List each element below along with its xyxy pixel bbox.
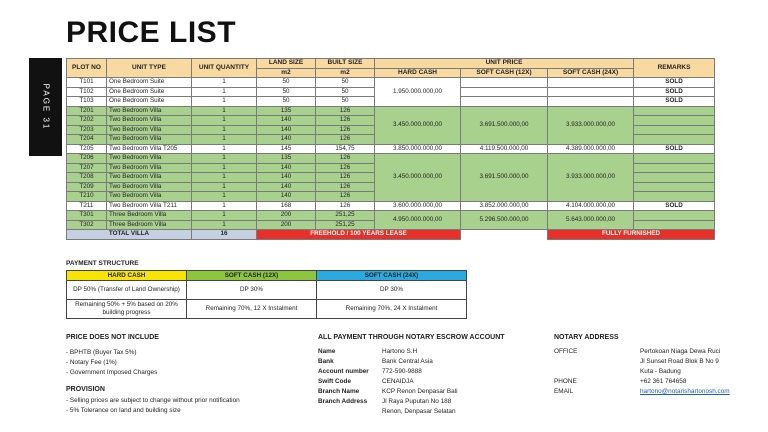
unit-qty-cell: 1	[192, 144, 257, 154]
page-title: PRICE LIST	[66, 16, 237, 49]
built-size-cell: 126	[316, 154, 375, 164]
escrow-branch-address-line2: Renon, Denpasar Selatan	[382, 408, 456, 415]
pay-soft24-dp: DP 30%	[317, 281, 467, 300]
remarks-cell: SOLD	[634, 87, 715, 97]
notary-office-label: OFFICE	[554, 348, 578, 355]
land-size-cell: 140	[257, 163, 316, 173]
land-size-cell: 50	[257, 97, 316, 107]
table-row	[67, 201, 715, 211]
header-remarks: REMARKS	[634, 59, 715, 78]
unit-type-cell: Two Bedroom Villa	[107, 163, 192, 173]
escrow-account-label: Account number	[318, 368, 369, 375]
remarks-cell: SOLD	[634, 97, 715, 107]
table-row	[67, 211, 715, 221]
notary-email-label: EMAIL	[554, 388, 574, 395]
notary-office-line2: Jl Sunset Road Blok B No 9	[640, 358, 719, 365]
unit-type-cell: Two Bedroom Villa	[107, 116, 192, 126]
remarks-cell	[634, 116, 715, 126]
remarks-cell	[634, 211, 715, 221]
unit-qty-cell: 1	[192, 182, 257, 192]
unit-qty-cell: 1	[192, 87, 257, 97]
unit-qty-cell: 1	[192, 163, 257, 173]
built-size-cell: 251,25	[316, 211, 375, 221]
land-size-cell: 140	[257, 182, 316, 192]
built-size-cell: 126	[316, 163, 375, 173]
price-list-table	[66, 58, 715, 240]
remarks-cell	[634, 106, 715, 116]
unit-qty-cell: 1	[192, 201, 257, 211]
escrow-branch-address-line1: Jl Raya Puputan No 188	[382, 398, 452, 405]
header-built-m2: m2	[316, 68, 375, 78]
pay-soft12-remaining: Remaining 70%, 12 X Instalment	[187, 300, 317, 319]
escrow-name-label: Name	[318, 348, 336, 355]
plot-no-cell: T205	[67, 144, 107, 154]
plot-no-cell: T103	[67, 97, 107, 107]
plot-no-cell: T206	[67, 154, 107, 164]
plot-no-cell: T101	[67, 78, 107, 88]
page-number-label: PAGE 31	[41, 83, 50, 131]
pay-hard-remaining: Remaining 50% + 5% based on 20% building progress	[67, 300, 187, 319]
plot-no-cell: T201	[67, 106, 107, 116]
plot-no-cell: T211	[67, 201, 107, 211]
land-size-cell: 140	[257, 125, 316, 135]
hard-cash-cell: 3.450.000.000,00	[375, 106, 461, 144]
soft-cash-24-cell: 3.933.000.000,00	[548, 154, 634, 202]
provision-item: - 5% Tolerance on land and building size	[66, 407, 181, 414]
header-plot-no: PLOT NO	[67, 59, 107, 78]
unit-qty-cell: 1	[192, 173, 257, 183]
remarks-cell	[634, 135, 715, 145]
remarks-cell	[634, 154, 715, 164]
table-row	[67, 154, 715, 164]
unit-type-cell: Three Bedroom Villa	[107, 220, 192, 230]
escrow-branch-value: KCP Renon Denpasar Bali	[382, 388, 458, 395]
hard-cash-cell: 1.950.000.000,00	[375, 78, 461, 107]
fully-furnished-banner: FULLY FURNISHED	[548, 230, 715, 240]
pay-soft24-remaining: Remaining 70%, 24 X Instalment	[317, 300, 467, 319]
escrow-bank-value: Bank Central Asia	[382, 358, 433, 365]
unit-qty-cell: 1	[192, 211, 257, 221]
hard-cash-cell: 3.450.000.000,00	[375, 154, 461, 202]
payment-structure-title: PAYMENT STRUCTURE	[66, 260, 139, 267]
pay-header-hard-cash: HARD CASH	[67, 271, 187, 281]
unit-type-cell: One Bedroom Suite	[107, 78, 192, 88]
soft-cash-24-cell	[548, 87, 634, 97]
remarks-cell	[634, 173, 715, 183]
land-size-cell: 140	[257, 192, 316, 202]
built-size-cell: 154,75	[316, 144, 375, 154]
header-unit-quantity: UNIT QUANTITY	[192, 59, 257, 78]
unit-qty-cell: 1	[192, 135, 257, 145]
unit-qty-cell: 1	[192, 106, 257, 116]
land-size-cell: 135	[257, 106, 316, 116]
unit-type-cell: Two Bedroom Villa T205	[107, 144, 192, 154]
notary-office-line3: Kuta - Badung	[640, 368, 681, 375]
escrow-swift-value: CENAIDJA	[382, 378, 414, 385]
header-land-m2: m2	[257, 68, 316, 78]
escrow-swift-label: Swift Code	[318, 378, 352, 385]
soft-cash-24-cell	[548, 78, 634, 88]
soft-cash-12-cell: 3.691.500.000,00	[461, 106, 548, 144]
total-villa-label: TOTAL VILLA	[67, 230, 192, 240]
escrow-branch-label: Branch Name	[318, 388, 360, 395]
built-size-cell: 50	[316, 97, 375, 107]
header-unit-type: UNIT TYPE	[107, 59, 192, 78]
remarks-cell	[634, 163, 715, 173]
built-size-cell: 126	[316, 125, 375, 135]
built-size-cell: 50	[316, 87, 375, 97]
remarks-cell	[634, 182, 715, 192]
notary-title: NOTARY ADDRESS	[554, 334, 619, 341]
remarks-cell	[634, 192, 715, 202]
freehold-banner: FREEHOLD / 100 YEARS LEASE	[257, 230, 461, 240]
escrow-title: ALL PAYMENT THROUGH NOTARY ESCROW ACCOUNT	[318, 334, 505, 341]
soft-cash-12-cell: 3.691.500.000,00	[461, 154, 548, 202]
remarks-cell	[634, 125, 715, 135]
provision-item: - Selling prices are subject to change without prior notification	[66, 397, 240, 404]
total-villa-qty: 16	[192, 230, 257, 240]
land-size-cell: 135	[257, 154, 316, 164]
header-soft-cash-12: SOFT CASH (12X)	[461, 68, 548, 78]
built-size-cell: 126	[316, 106, 375, 116]
hard-cash-cell: 3.600.000.000,00	[375, 201, 461, 211]
unit-qty-cell: 1	[192, 97, 257, 107]
notary-phone-value: +62 361 764658	[640, 378, 687, 385]
not-include-title: PRICE DOES NOT INCLUDE	[66, 334, 159, 341]
built-size-cell: 126	[316, 173, 375, 183]
header-built-size: BUILT SIZE	[316, 59, 375, 69]
built-size-cell: 251,25	[316, 220, 375, 230]
unit-type-cell: Two Bedroom Villa	[107, 135, 192, 145]
header-land-size: LAND SIZE	[257, 59, 316, 69]
built-size-cell: 126	[316, 135, 375, 145]
table-row	[67, 78, 715, 88]
escrow-bank-label: Bank	[318, 358, 334, 365]
soft-cash-24-cell: 4.104.000.000,00	[548, 201, 634, 211]
plot-no-cell: T210	[67, 192, 107, 202]
plot-no-cell: T102	[67, 87, 107, 97]
page-number-tab	[29, 58, 62, 156]
unit-type-cell: Two Bedroom Villa	[107, 182, 192, 192]
soft-cash-24-cell: 4.389.000.000,00	[548, 144, 634, 154]
escrow-account-value: 772-590-9888	[382, 368, 422, 375]
soft-cash-24-cell	[548, 97, 634, 107]
payment-structure-table	[66, 270, 467, 319]
pay-header-soft-cash-12: SOFT CASH (12X)	[187, 271, 317, 281]
plot-no-cell: T208	[67, 173, 107, 183]
unit-qty-cell: 1	[192, 220, 257, 230]
remarks-cell: SOLD	[634, 144, 715, 154]
blank-cell	[461, 230, 548, 240]
unit-type-cell: Two Bedroom Villa	[107, 106, 192, 116]
not-include-item: - BPHTB (Buyer Tax 5%)	[66, 349, 137, 356]
land-size-cell: 140	[257, 116, 316, 126]
pay-soft12-dp: DP 30%	[187, 281, 317, 300]
header-unit-price: UNIT PRICE	[375, 59, 634, 69]
built-size-cell: 126	[316, 116, 375, 126]
not-include-item: - Notary Fee (1%)	[66, 359, 117, 366]
pay-hard-dp: DP 50% (Transfer of Land Ownership)	[67, 281, 187, 300]
plot-no-cell: T301	[67, 211, 107, 221]
built-size-cell: 50	[316, 78, 375, 88]
plot-no-cell: T203	[67, 125, 107, 135]
remarks-cell	[634, 220, 715, 230]
unit-qty-cell: 1	[192, 116, 257, 126]
total-row	[67, 230, 715, 240]
soft-cash-24-cell: 3.933.000.000,00	[548, 106, 634, 144]
land-size-cell: 50	[257, 78, 316, 88]
unit-qty-cell: 1	[192, 154, 257, 164]
table-row	[67, 144, 715, 154]
header-hard-cash: HARD CASH	[375, 68, 461, 78]
soft-cash-24-cell: 5.643.000.000,00	[548, 211, 634, 230]
plot-no-cell: T202	[67, 116, 107, 126]
soft-cash-12-cell	[461, 78, 548, 88]
hard-cash-cell: 3.850.000.000,00	[375, 144, 461, 154]
built-size-cell: 126	[316, 201, 375, 211]
unit-type-cell: One Bedroom Suite	[107, 97, 192, 107]
hard-cash-cell: 4.950.000.000,00	[375, 211, 461, 230]
plot-no-cell: T204	[67, 135, 107, 145]
remarks-cell: SOLD	[634, 201, 715, 211]
soft-cash-12-cell: 5.296.500.000,00	[461, 211, 548, 230]
built-size-cell: 126	[316, 182, 375, 192]
land-size-cell: 145	[257, 144, 316, 154]
built-size-cell: 126	[316, 192, 375, 202]
table-row	[67, 106, 715, 116]
pay-header-soft-cash-24: SOFT CASH (24X)	[317, 271, 467, 281]
land-size-cell: 50	[257, 87, 316, 97]
unit-qty-cell: 1	[192, 192, 257, 202]
soft-cash-12-cell: 4.119.500.000,00	[461, 144, 548, 154]
unit-type-cell: One Bedroom Suite	[107, 87, 192, 97]
unit-type-cell: Two Bedroom Villa	[107, 154, 192, 164]
unit-type-cell: Two Bedroom Villa	[107, 125, 192, 135]
land-size-cell: 140	[257, 135, 316, 145]
soft-cash-12-cell	[461, 87, 548, 97]
unit-type-cell: Two Bedroom Villa T211	[107, 201, 192, 211]
plot-no-cell: T207	[67, 163, 107, 173]
soft-cash-12-cell	[461, 97, 548, 107]
header-soft-cash-24: SOFT CASH (24X)	[548, 68, 634, 78]
land-size-cell: 140	[257, 173, 316, 183]
unit-qty-cell: 1	[192, 78, 257, 88]
unit-qty-cell: 1	[192, 125, 257, 135]
unit-type-cell: Two Bedroom Villa	[107, 173, 192, 183]
remarks-cell: SOLD	[634, 78, 715, 88]
plot-no-cell: T302	[67, 220, 107, 230]
notary-office-line1: Pertokoan Niaga Dewa Ruci	[640, 348, 721, 355]
plot-no-cell: T209	[67, 182, 107, 192]
land-size-cell: 200	[257, 220, 316, 230]
soft-cash-12-cell: 3.852.000.000,00	[461, 201, 548, 211]
land-size-cell: 200	[257, 211, 316, 221]
escrow-branch-address-label: Branch Address	[318, 398, 368, 405]
not-include-item: - Government Imposed Charges	[66, 369, 158, 376]
unit-type-cell: Two Bedroom Villa	[107, 192, 192, 202]
escrow-name-value: Hartono S.H	[382, 348, 418, 355]
notary-phone-label: PHONE	[554, 378, 577, 385]
notary-email-link[interactable]: hartono@notarishartonosh.com	[640, 388, 730, 395]
provision-title: PROVISION	[66, 386, 105, 393]
unit-type-cell: Three Bedroom Villa	[107, 211, 192, 221]
land-size-cell: 168	[257, 201, 316, 211]
